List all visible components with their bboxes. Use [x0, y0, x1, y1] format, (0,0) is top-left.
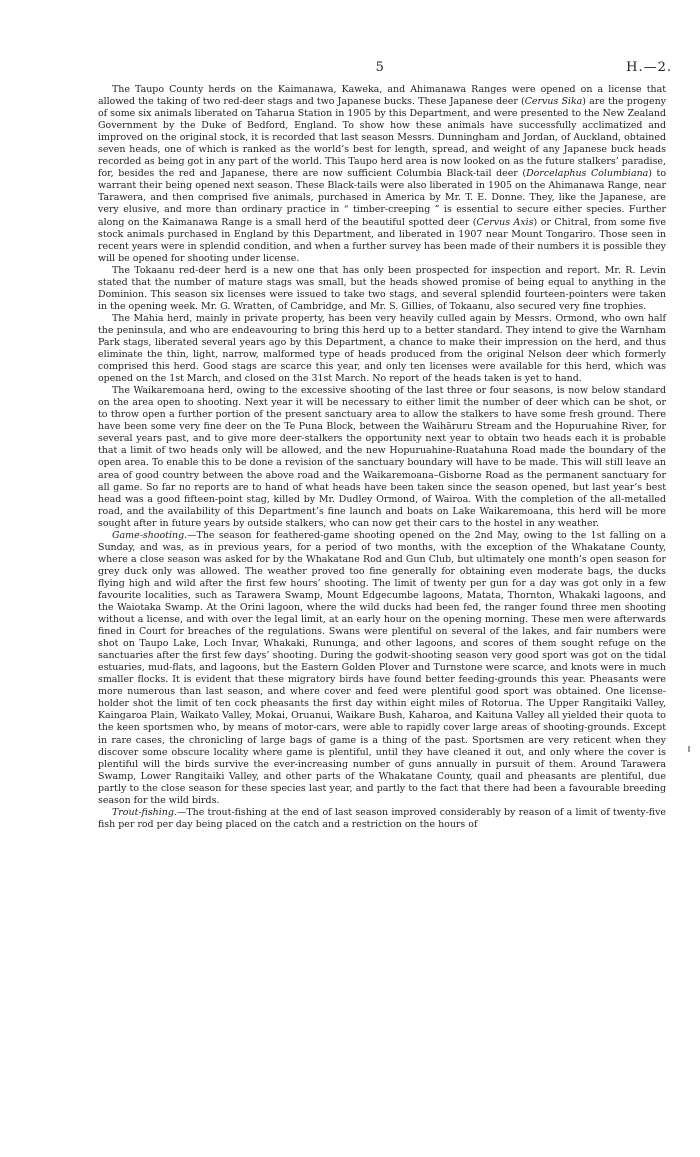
body-text: [98, 84, 666, 831]
scan-mark: [688, 746, 690, 752]
paragraph: [98, 265, 666, 313]
text-run: The Mahia herd, mainly in private property, has been very heavily culled again by Messrs. Ormond, who own half the peninsula, and who are endeavouring to bring this herd up to a better standard. They intend to give the Warnham Park stags, liberated several years ago by this Department, a chance to make their impression on the herd, and thus eliminate the thin, light, narrow, malformed type of heads produced from the original Nelson deer which formerly comprised this herd. Good stags are scarce this year, and only ten licenses were available for this herd, which was opened on the 1st March, and closed on the 31st March. No report of the heads taken is yet to hand.: [98, 312, 666, 385]
page-number: 5: [375, 60, 385, 75]
italic-text: Cervus Sika: [524, 96, 583, 108]
text-run: ) to warrant their being opened next season. These Black-tails were also liberated in 1905 on the Ahimanawa Range, near Tarawera, and then comprised five animals, purchased in America by Mr. T. E. Donne. They, like the Japanese, are very elusive, and more than ordinary practice in “ timber-creeping ” is essential to secure either species. Further along on the Kaimanawa Range is a small herd of the beautiful spotted deer (: [98, 168, 667, 228]
italic-text: Trout-fishing.: [112, 806, 177, 818]
text-run: The Tokaanu red-deer herd is a new one that has only been prospected for inspection and report. Mr. R. Levin stated that the number of mature stags was small, but the heads showed promise of being equal to anything in the Dominion. This season six licenses were issued to take two stags, and several splendid fourteen-pointers were taken in the opening week. Mr. G. Wratten, of Cambridge, and Mr. S. Gillies, of Tokaanu, also secured very fine trophies.: [98, 264, 666, 312]
document-reference: H.—2.: [626, 60, 672, 75]
text-run: The Taupo County herds on the Kaimanawa, Kaweka, and Ahimanawa Ranges were opened on a license that allowed the taking of two red-deer stags and two Japanese bucks. These Japanese deer (: [98, 84, 666, 108]
paragraph: [98, 84, 666, 265]
paragraph: [98, 807, 666, 831]
text-run: ) or Chitral, from some five stock animals purchased in England by this Department, and liberated in 1907 near Mount Tongariro. Those seen in recent years were in splendid condition, and when a further survey has been made of their numbers it is possible they will be opened for shooting under license.: [98, 216, 666, 264]
paragraph: [98, 530, 666, 807]
text-run: The Waikaremoana herd, owing to the excessive shooting of the last three or four seasons, is now below standard on the area open to shooting. Next year it will be necessary to either limit the number of deer which can be shot, or to throw open a further portion of the present sanctuary area to allow the stalkers to have some fresh ground. There have been some very fine deer on the Te Puna Block, between the Waihāruru Stream and the Hopuruahine River, for several years past, and to give more deer-stalkers the opportunity next year to obtain two heads each it is probable that a limit of two heads only will be allowed, and the new Hopuruahine-Ruatahuna Road made the boundary of the open area. To enable this to be done a revision of the sanctuary boundary will have to be made. This will still leave an area of good country between the above road and the Waikaremoana–Gisborne Road as the permanent sanctuary for all game. So far no reports are to hand of what heads have been taken since the season opened, but last year’s best head was a good fifteen-point stag, killed by Mr. Dudley Ormond, of Wairoa. With the completion of the all-metalled road, and the availability of this Department’s fine launch and boats on Lake Waikaremoana, this herd will be more sought after in future years by outside stalkers, who can now get their cars to the hostel in any weather.: [98, 385, 666, 529]
italic-text: Cervus Axis: [476, 216, 534, 228]
text-run: ) are the progeny of some six animals liberated on Taharua Station in 1905 by this Department, and were presented to the New Zealand Government by the Duke of Bedford, England. To show how these animals have successfully acclimatized and improved on the original stock, it is recorded that last season Messrs. Dunningham and Jordan, of Auckland, obtained seven heads, one of which is ranked as the world’s best for length, spread, and weight of any Japanese buck heads recorded as being got in any part of the world. This Taupo herd area is now looked on as the future stalkers’ paradise, for, besides the red and Japanese, there are now sufficient Columbia Black-tail deer (: [98, 96, 666, 180]
paragraph: [98, 385, 666, 530]
italic-text: Dorcelaphus Columbiana: [526, 168, 649, 180]
italic-text: Game-shooting.: [112, 529, 188, 541]
text-run: —The trout-fishing at the end of last season improved considerably by reason of a limit of twenty-five fish per rod per day being placed on the catch and a restriction on the hours of: [98, 806, 666, 830]
text-run: —The season for feathered-game shooting opened on the 2nd May, owing to the 1st falling on a Sunday, and was, as in previous years, for a period of two months, with the exception of the Whakatane County, where a close season was asked for by the Whakatane Rod and Gun Club, but ultimately one month’s open season for grey duck only was allowed. The weather proved too fine generally for obtaining even moderate bags, the ducks flying high and wild after the first few hours’ shooting. The limit of twenty per gun for a day was got only in a few favourite localities, such as Tarawera Swamp, Mount Edgecumbe lagoons, Matata, Thornton, Whakaki lagoons, and the Waiotaka Swamp. At the Orini lagoon, where the wild ducks had been fed, the ranger found three men shooting without a license, and with over the legal limit, at an early hour on the opening morning. These men were afterwards fined in Court for breaches of the regulations. Swans were plentiful on several of the lakes, and fair numbers were shot on Taupo Lake, Loch Invar, Whakaki, Rununga, and other lagoons, and scores of them sought refuge on the sanctuaries after the first few days’ shooting. During the godwit-shooting season very good sport was got on the tidal estuaries, mud-flats, and lagoons, but the Eastern Golden Plover and Turnstone were scarce, and knots were in much smaller flocks. It is evident that these migratory birds have found better feeding-grounds this year. Pheasants were more numerous than last season, and where cover and feed were plentiful good sport was obtained. One license-holder shot the limit of ten cock pheasants the first day within eight miles of Rotorua. The Upper Rangitaiki Valley, Kaingaroa Plain, Waikato Valley, Mokai, Oruanui, Waikare Bush, Kaharoa, and Kaituna Valley all yielded their quota to the keen sportsmen who, by means of motor-cars, were able to rapidly cover large areas of shooting-grounds. Except in rare cases, the chronicling of large bags of game is a thing of the past. Sportsmen are very reticent when they discover some obscure locality where game is plentiful, until they have cleaned it out, and only where the cover is plentiful will the birds survive the ever-increasing number of guns annually in pursuit of them. Around Tarawera Swamp, Lower Rangitaiki Valley, and other parts of the Whakatane County, quail and pheasants are plentiful, due partly to the close season for these species last year, and partly to the fact that there had been a favourable breeding season for the wild birds.: [98, 529, 666, 806]
paragraph: [98, 313, 666, 385]
